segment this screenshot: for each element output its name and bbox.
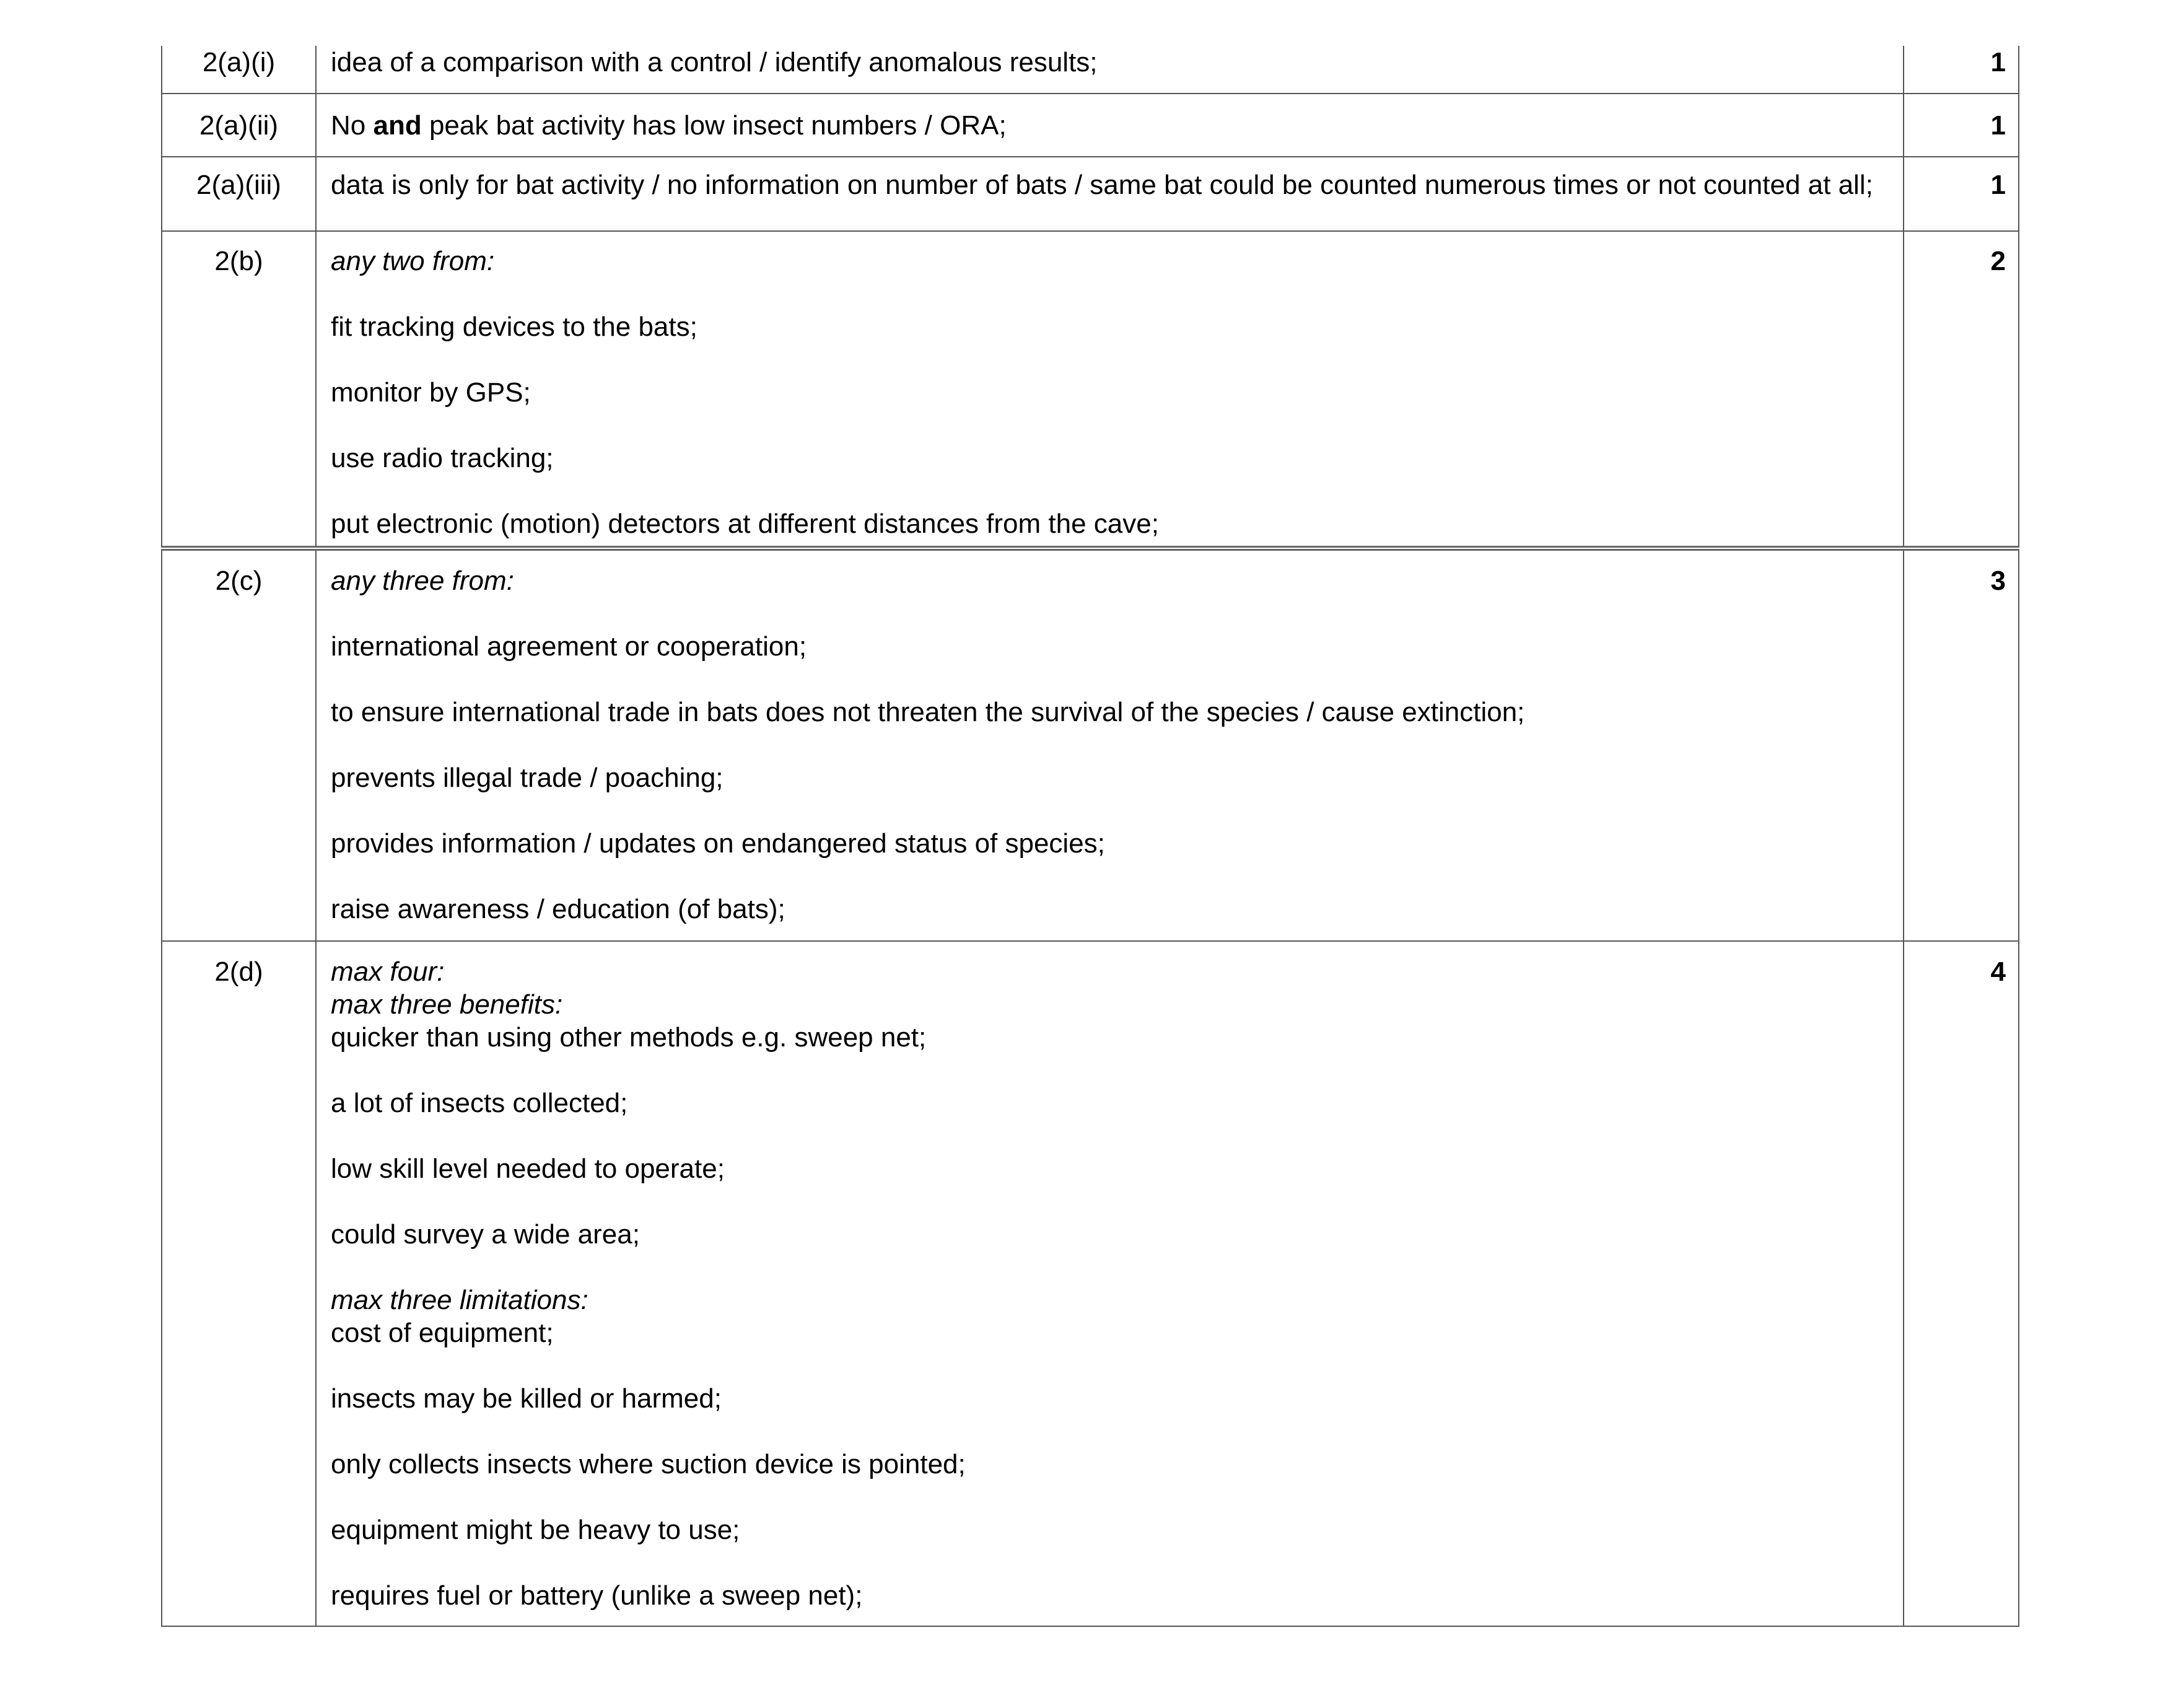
answer-point: prevents illegal trade / poaching; bbox=[331, 763, 724, 793]
marks-cell: 1 bbox=[1904, 157, 2019, 231]
answer-heading: max four: bbox=[331, 957, 445, 987]
benefit-point: low skill level needed to operate; bbox=[331, 1154, 725, 1184]
answer-text: data is only for bat activity / no information on number of bats / same bat could be counted numerous times or not counted at all; bbox=[331, 170, 1873, 200]
limitation-point: only collects insects where suction device is pointed; bbox=[331, 1449, 966, 1479]
table-row bbox=[162, 548, 2019, 941]
answer-text bbox=[331, 109, 1878, 142]
question-number: 2(a)(i) bbox=[162, 46, 316, 94]
answer-point: to ensure international trade in bats does not threaten the survival of the species / cause extinction; bbox=[331, 697, 1525, 727]
marks-cell: 1 bbox=[1904, 94, 2019, 157]
question-number: 2(d) bbox=[162, 941, 316, 1626]
limitations-heading: max three limitations: bbox=[331, 1285, 588, 1315]
marks-cell: 2 bbox=[1904, 231, 2019, 548]
marks-cell: 4 bbox=[1904, 941, 2019, 1626]
limitation-point: equipment might be heavy to use; bbox=[331, 1515, 740, 1545]
answer-point: fit tracking devices to the bats; bbox=[331, 312, 697, 342]
answer-heading: any two from: bbox=[331, 246, 495, 276]
table-row bbox=[162, 231, 2019, 548]
table-row bbox=[162, 157, 2019, 231]
answer-cell bbox=[316, 46, 1904, 94]
question-number: 2(c) bbox=[162, 548, 316, 941]
answer-point: international agreement or cooperation; bbox=[331, 631, 807, 662]
answer-text: idea of a comparison with a control / identify anomalous results; bbox=[331, 47, 1098, 77]
limitation-point: requires fuel or battery (unlike a sweep net); bbox=[331, 1580, 863, 1611]
table-row bbox=[162, 46, 2019, 94]
answer-point: provides information / updates on endangered status of species; bbox=[331, 828, 1105, 859]
benefit-point: could survey a wide area; bbox=[331, 1219, 640, 1250]
benefit-point: quicker than using other methods e.g. sweep net; bbox=[331, 1022, 927, 1053]
limitation-point: cost of equipment; bbox=[331, 1318, 554, 1348]
answer-cell bbox=[316, 157, 1904, 231]
answer-point: put electronic (motion) detectors at different distances from the cave; bbox=[331, 509, 1159, 539]
marks-cell: 3 bbox=[1904, 548, 2019, 941]
answer-cell bbox=[316, 94, 1904, 157]
answer-cell bbox=[316, 231, 1904, 548]
question-number: 2(a)(ii) bbox=[162, 94, 316, 157]
benefits-heading: max three benefits: bbox=[331, 989, 563, 1020]
answer-cell bbox=[316, 548, 1904, 941]
answer-bold-word: and bbox=[373, 110, 422, 141]
question-number: 2(b) bbox=[162, 231, 316, 548]
answer-prefix: No bbox=[331, 110, 374, 141]
answer-heading: any three from: bbox=[331, 566, 514, 596]
answer-point: use radio tracking; bbox=[331, 443, 554, 473]
question-number: 2(a)(iii) bbox=[162, 157, 316, 231]
answer-suffix: peak bat activity has low insect numbers / ORA; bbox=[421, 110, 1007, 141]
benefit-point: a lot of insects collected; bbox=[331, 1088, 628, 1118]
table-row bbox=[162, 941, 2019, 1626]
answer-point: raise awareness / education (of bats); bbox=[331, 894, 785, 924]
limitation-point: insects may be killed or harmed; bbox=[331, 1383, 722, 1414]
marks-cell: 1 bbox=[1904, 46, 2019, 94]
table-row bbox=[162, 94, 2019, 157]
answer-point: monitor by GPS; bbox=[331, 377, 531, 408]
mark-scheme-table bbox=[161, 46, 2019, 1627]
answer-cell bbox=[316, 941, 1904, 1626]
